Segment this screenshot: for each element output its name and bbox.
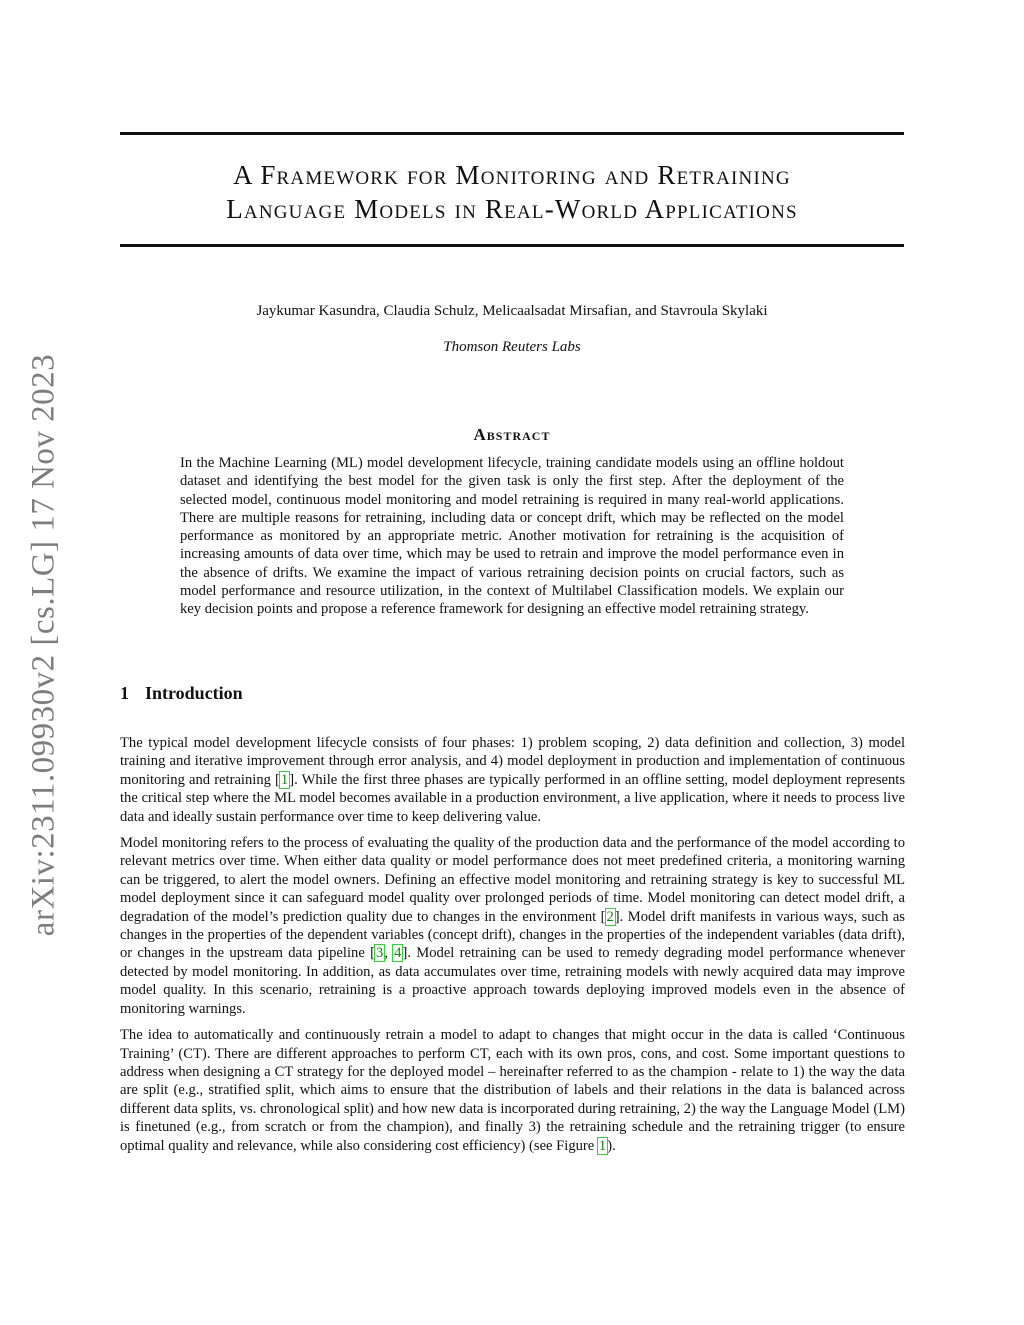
section-title: Introduction <box>145 683 243 703</box>
paragraph-1 <box>120 734 905 826</box>
abstract-heading: Abstract <box>473 425 551 444</box>
section-number: 1 <box>120 683 129 703</box>
paragraph-2-text-a: Model monitoring refers to the process of evaluating the quality of the production data and the performance of the model according to relevant metrics over time. When either data quality or model performance does not meet predefined criteria, a monitoring warning can be triggered, to alert the model owners. Defining an effective model monitoring and retraining strategy is key to successful ML model deployment since it can safeguard model quality over prolonged periods of time. Model monitoring can detect model drift, a degradation of the model’s prediction quality due to changes in the environment [ <box>120 835 905 925</box>
citation-separator: , <box>384 945 394 962</box>
introduction-body <box>120 734 905 1163</box>
paragraph-3-text-b: ). <box>607 1137 616 1154</box>
arxiv-identifier: arXiv:2311.09930v2 [cs.LG] 17 Nov 2023 <box>25 353 62 937</box>
paragraph-2-text-c: ]. Model retraining can be used to remedy degrading model performance whenever detected by model monitoring. In addition, as data accumulates over time, retraining models with newly acquired data may improve model quality. In this scenario, retraining is a proactive approach towards deploying improved models even in the absence of monitoring warnings. <box>120 945 905 1017</box>
citation-link-2[interactable]: 2 <box>606 908 614 925</box>
paper-title-line-1: A Framework for Monitoring and Retraining <box>233 160 791 190</box>
paragraph-1-text-a: The typical model development lifecycle consists of four phases: 1) problem scoping, 2) data definition and collection, 3) model training and iterative improvement through error analysis, and 4) model deployment in production and implementation of continuous monitoring and retraining [ <box>120 735 905 788</box>
paper-title-line-2: Language Models in Real-World Applications <box>226 194 798 224</box>
title-rule-top <box>120 132 904 135</box>
paragraph-2-text-b: ]. Model drift manifests in various ways, such as changes in the properties of the dependent variables (concept drift), changes in the properties of the independent variables (data drift), or changes in the upstream data pipeline [ <box>120 908 905 962</box>
paragraph-2 <box>120 834 905 1018</box>
title-rule-bottom <box>120 244 904 247</box>
paragraph-3-text-a: The idea to automatically and continuously retrain a model to adapt to changes that might occur in the data is called ‘Continuous Training’ (CT). There are different approaches to perform CT, each with its own pros, cons, and cost. Some important questions to address when designing a CT strategy for the deployed model – hereinafter referred to as the champion - relate to 1) the way the data are split (e.g., stratified split, which aims to ensure that the distribution of labels and their relations in the data is balanced across different data splits, vs. chronological split) and how new data is incorporated during retraining, 2) the way the Language Model (LM) is finetuned (e.g., from scratch or from the champion), and finally 3) the retraining schedule and the retraining trigger (to ensure optimal quality and relevance, while also considering cost efficiency) (see Figure <box>120 1027 905 1154</box>
paragraph-3 <box>120 1026 905 1155</box>
abstract-text: In the Machine Learning (ML) model development lifecycle, training candidate models using an offline holdout dataset and identifying the best model for the given task is only the first step. After the deployment of the selected model, continuous model monitoring and model retraining is required in many real-world applications. There are multiple reasons for retraining, including data or concept drift, which may be reflected on the model performance as monitored by an appropriate metric. Another motivation for retraining is the acquisition of increasing amounts of data over time, which may be used to retrain and improve the model performance even in the absence of drifts. We examine the impact of various retraining decision points on crucial factors, such as model performance and resource utilization, in the context of Multilabel Classification models. We explain our key decision points and propose a reference framework for designing an effective model retraining strategy. <box>180 455 844 618</box>
paragraph-1-text-b: ]. While the first three phases are typically performed in an offline setting, model deployment represents the critical step where the ML model becomes available in a production environment, a live application, where it needs to process live data and ideally sustain performance over time to keep delivering value. <box>120 771 906 825</box>
citation-link-1[interactable]: 1 <box>280 771 289 788</box>
figure-link-1[interactable]: 1 <box>598 1137 607 1154</box>
affiliation: Thomson Reuters Labs <box>443 339 581 355</box>
section-heading-introduction <box>120 681 243 705</box>
citation-link-4[interactable]: 4 <box>394 945 402 962</box>
author-list: Jaykumar Kasundra, Claudia Schulz, Melicaalsadat Mirsafian, and Stavroula Skylaki <box>256 303 768 319</box>
paper-title <box>120 158 904 226</box>
citation-link-3[interactable]: 3 <box>375 945 384 962</box>
